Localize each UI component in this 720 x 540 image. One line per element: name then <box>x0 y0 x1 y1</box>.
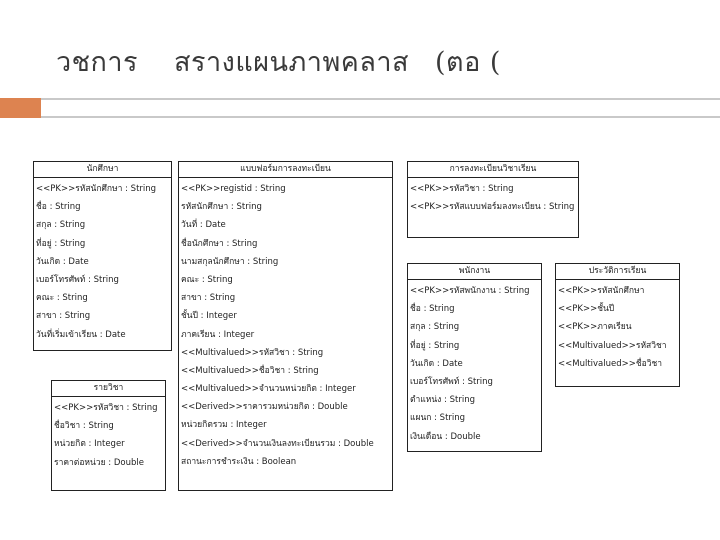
title-word-1: วชการ <box>56 47 138 78</box>
class-attribute: <<PK>>registid : String <box>181 184 286 194</box>
class-attribute: วันเกิด : Date <box>410 358 463 369</box>
title-word-3: (ตอ ( <box>435 47 501 78</box>
class-attribute: ที่อยู่ : String <box>36 238 86 249</box>
class-name: ประวัติการเรียน <box>556 264 679 280</box>
class-attribute: ชั้นปี : Integer <box>181 311 237 322</box>
class-attribute: <<Multivalued>>รหัสวิชา <box>558 340 667 351</box>
class-attribute: <<Multivalued>>ชื่อวิชา : String <box>181 365 319 376</box>
class-attribute: <<PK>>รหัสแบบฟอร์มลงทะเบียน : String <box>410 202 575 213</box>
class-attribute: ชื่อวิชา : String <box>54 421 114 432</box>
class-attribute: สถานะการชำระเงิน : Boolean <box>181 456 297 467</box>
accent-band <box>41 100 720 116</box>
class-attribute: นามสกุลนักศึกษา : String <box>181 256 279 267</box>
class-attribute: เบอร์โทรศัพท์ : String <box>410 376 493 387</box>
class-attribute: <<Derived>>ราคารวมหน่วยกิต : Double <box>181 402 348 413</box>
class-name: รายวิชา <box>52 381 165 397</box>
class-attribute: <<PK>>รหัสวิชา : String <box>410 184 514 194</box>
class-name: พนักงาน <box>408 264 541 280</box>
class-box-course <box>51 380 166 491</box>
class-attribute: <<PK>>รหัสวิชา : String <box>54 403 158 413</box>
class-attributes <box>52 397 165 472</box>
class-name: การลงทะเบียนวิชาเรียน <box>408 162 578 178</box>
class-attributes <box>408 178 578 216</box>
class-attribute: สาขา : String <box>181 293 236 304</box>
class-attribute: <<Multivalued>>รหัสวิชา : String <box>181 347 324 358</box>
class-attribute: สกุล : String <box>410 322 460 333</box>
class-attribute: ชื่อ : String <box>410 304 455 315</box>
class-attribute: <<PK>>รหัสพนักงาน : String <box>410 286 530 296</box>
class-attribute: สาขา : String <box>36 311 91 322</box>
class-attribute: <<PK>>รหัสนักศึกษา : String <box>36 184 157 194</box>
class-attribute: <<Derived>>จำนวนเงินลงทะเบียนรวม : Double <box>181 438 374 449</box>
class-attribute: ชื่อ : String <box>36 202 81 213</box>
class-attribute: คณะ : String <box>36 293 88 304</box>
class-box-employee <box>407 263 542 452</box>
class-attribute: ที่อยู่ : String <box>410 340 460 351</box>
class-attribute: คณะ : String <box>181 274 233 285</box>
class-attribute: หน่วยกิตรวม : Integer <box>181 420 267 431</box>
class-attribute: สกุล : String <box>36 220 86 231</box>
accent-line-bottom <box>41 116 720 118</box>
title-word-2: สรางแผนภาพคลาส <box>174 47 410 78</box>
class-attribute: วันเกิด : Date <box>36 256 89 267</box>
class-attribute: ชื่อนักศึกษา : String <box>181 238 258 249</box>
slide-title <box>56 40 501 83</box>
class-box-course-enrollment <box>407 161 579 238</box>
class-box-study-history <box>555 263 680 387</box>
class-attribute: <<Multivalued>>ชื่อวิชา <box>558 358 663 369</box>
class-attribute: ตำแหน่ง : String <box>410 395 475 406</box>
class-box-registration-form <box>178 161 393 491</box>
class-attribute: วันที่เริ่มเข้าเรียน : Date <box>36 329 126 340</box>
class-box-student <box>33 161 172 351</box>
class-attribute: <<Multivalued>>จำนวนหน่วยกิต : Integer <box>181 384 356 395</box>
class-attribute: ภาคเรียน : Integer <box>181 329 255 340</box>
class-attribute: <<PK>>รหัสนักศึกษา <box>558 286 645 296</box>
accent-square <box>0 98 41 118</box>
class-attribute: เบอร์โทรศัพท์ : String <box>36 274 119 285</box>
class-attributes <box>34 178 171 344</box>
class-attributes <box>556 280 679 373</box>
class-attribute: ราคาต่อหน่วย : Double <box>54 457 144 468</box>
class-name: นักศึกษา <box>34 162 171 178</box>
class-name: แบบฟอร์มการลงทะเบียน <box>179 162 392 178</box>
class-attribute: รหัสนักศึกษา : String <box>181 202 262 213</box>
class-attribute: วันที่ : Date <box>181 220 226 231</box>
class-attributes <box>408 280 541 446</box>
class-attribute: <<PK>>ภาคเรียน <box>558 322 632 333</box>
class-attribute: เงินเดือน : Double <box>410 431 481 442</box>
class-attribute: หน่วยกิต : Integer <box>54 439 125 450</box>
class-attribute: <<PK>>ชั้นปี <box>558 304 615 315</box>
class-attribute: แผนก : String <box>410 413 466 424</box>
class-attributes <box>179 178 392 471</box>
